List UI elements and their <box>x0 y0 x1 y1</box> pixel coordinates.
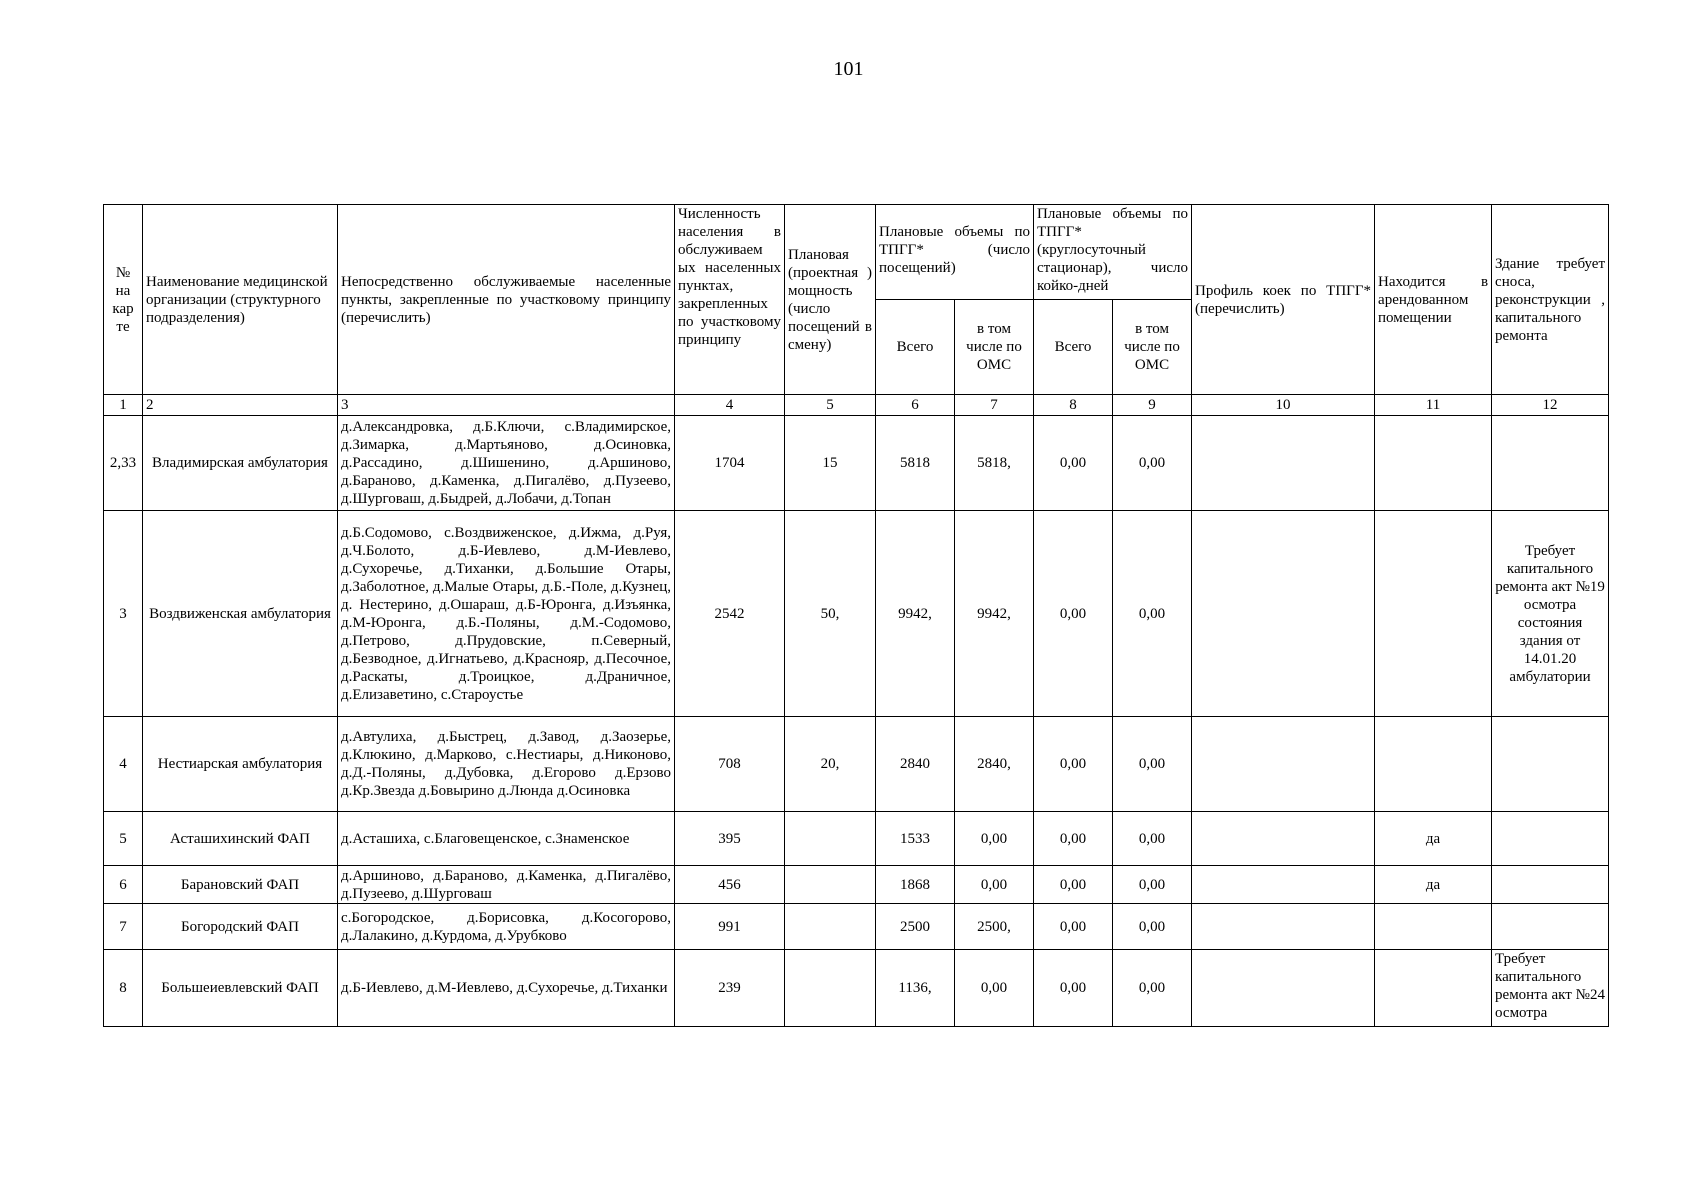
row-population: 456 <box>675 866 785 904</box>
row-beds-oms: 0,00 <box>1113 416 1192 511</box>
row-rented: да <box>1375 866 1492 904</box>
row-bed-profile <box>1192 904 1375 950</box>
row-bed-profile <box>1192 511 1375 717</box>
page-number: 101 <box>833 58 864 80</box>
row-capacity <box>785 904 876 950</box>
row-visits-oms: 0,00 <box>955 866 1034 904</box>
table-row <box>104 904 1609 950</box>
row-organization-name: Асташихинский ФАП <box>143 812 338 866</box>
row-capacity <box>785 812 876 866</box>
header-beds-total: Всего <box>1034 300 1113 395</box>
column-number: 4 <box>675 395 785 416</box>
row-organization-name: Воздвиженская амбулатория <box>143 511 338 717</box>
column-number: 3 <box>338 395 675 416</box>
column-numbers-row <box>104 395 1609 416</box>
row-map-number: 4 <box>104 717 143 812</box>
row-visits-oms: 2500, <box>955 904 1034 950</box>
row-settlements: д.Автулиха, д.Быстрец, д.Завод, д.Заозерье, д.Клюкино, д.Марково, с.Нестиары, д.Никоново, д.Д.-Поляны, д.Дубовка, д.Егорово д.Ерзово д.Кр.Звезда д.Бовырино д.Люнда д.Осиновка <box>338 717 675 812</box>
table-row <box>104 812 1609 866</box>
header-planned-visits: Плановые объемы по ТПГГ* (число посещений) <box>876 205 1034 300</box>
header-organization-name: Наименование медицинской организации (структурного подразделения) <box>143 205 338 395</box>
row-bed-profile <box>1192 416 1375 511</box>
row-settlements: д.Б-Иевлево, д.М-Иевлево, д.Сухоречье, д.Тиханки <box>338 950 675 1027</box>
row-population: 2542 <box>675 511 785 717</box>
row-beds-total: 0,00 <box>1034 416 1113 511</box>
row-map-number: 7 <box>104 904 143 950</box>
row-bed-profile <box>1192 717 1375 812</box>
row-capacity: 20, <box>785 717 876 812</box>
row-visits-oms: 0,00 <box>955 950 1034 1027</box>
row-beds-oms: 0,00 <box>1113 812 1192 866</box>
row-visits-oms: 9942, <box>955 511 1034 717</box>
header-planned-capacity: Плановая (проектная ) мощность (число посещений в смену) <box>785 205 876 395</box>
header-visits-oms: в том числе по ОМС <box>955 300 1034 395</box>
row-organization-name: Богородский ФАП <box>143 904 338 950</box>
row-building-condition <box>1492 812 1609 866</box>
table-row <box>104 511 1609 717</box>
row-building-condition: Требует капитального ремонта акт №19 осмотра состояния здания от 14.01.20 амбулатории <box>1492 511 1609 717</box>
row-beds-total: 0,00 <box>1034 904 1113 950</box>
header-population: Численность населения в обслуживаем ых населенных пунктах, закрепленных по участковому принципу <box>675 205 785 395</box>
column-number: 7 <box>955 395 1034 416</box>
row-beds-oms: 0,00 <box>1113 866 1192 904</box>
row-capacity <box>785 950 876 1027</box>
row-bed-profile <box>1192 812 1375 866</box>
row-capacity: 15 <box>785 416 876 511</box>
row-beds-oms: 0,00 <box>1113 717 1192 812</box>
table-row <box>104 866 1609 904</box>
row-map-number: 2,33 <box>104 416 143 511</box>
row-map-number: 8 <box>104 950 143 1027</box>
row-organization-name: Владимирская амбулатория <box>143 416 338 511</box>
row-visits-total: 2840 <box>876 717 955 812</box>
row-population: 239 <box>675 950 785 1027</box>
header-visits-total: Всего <box>876 300 955 395</box>
row-building-condition <box>1492 904 1609 950</box>
row-population: 991 <box>675 904 785 950</box>
row-building-condition <box>1492 416 1609 511</box>
row-visits-total: 1868 <box>876 866 955 904</box>
row-settlements: д.Б.Содомово, с.Воздвиженское, д.Ижма, д.Руя, д.Ч.Болото, д.Б-Иевлево, д.М-Иевлево, д.Сухоречье, д.Тиханки, д.Большие Отары, д.Заболотное, д.Малые Отары, д.Б.-Поле, д.Кузнец, д. Нестерино, д.Ошараш, д.Б-Юронга, д.Изъянка, д.М-Юронга, д.Б.-Поляны, д.М.-Содомово, д.Петрово, д.Прудовские, п.Северный, д.Безводное, д.Игнатьево, д.Краснояр, д.Песочное, д.Раскаты, д.Троицкое, д.Драничное, д.Елизаветино, с.Староустье <box>338 511 675 717</box>
row-bed-profile <box>1192 866 1375 904</box>
row-rented <box>1375 904 1492 950</box>
row-population: 708 <box>675 717 785 812</box>
row-beds-total: 0,00 <box>1034 717 1113 812</box>
row-beds-total: 0,00 <box>1034 511 1113 717</box>
row-organization-name: Большеиевлевский ФАП <box>143 950 338 1027</box>
row-population: 395 <box>675 812 785 866</box>
row-visits-total: 1136, <box>876 950 955 1027</box>
row-rented: да <box>1375 812 1492 866</box>
row-settlements: д.Александровка, д.Б.Ключи, с.Владимирское, д.Зимарка, д.Мартьяново, д.Осиновка, д.Рассадино, д.Шишенино, д.Аршиново, д.Бараново, д.Каменка, д.Пигалёво, д.Пузеево, д.Шурговаш, д.Быдрей, д.Лобачи, д.Топан <box>338 416 675 511</box>
column-number: 9 <box>1113 395 1192 416</box>
row-visits-total: 5818 <box>876 416 955 511</box>
table-row <box>104 950 1609 1027</box>
row-visits-oms: 2840, <box>955 717 1034 812</box>
column-number: 2 <box>143 395 338 416</box>
row-rented <box>1375 416 1492 511</box>
row-rented <box>1375 717 1492 812</box>
row-beds-oms: 0,00 <box>1113 950 1192 1027</box>
header-building-condition: Здание требует сноса, реконструкции , капитального ремонта <box>1492 205 1609 395</box>
column-number: 12 <box>1492 395 1609 416</box>
row-settlements: д.Асташиха, с.Благовещенское, с.Знаменское <box>338 812 675 866</box>
row-map-number: 6 <box>104 866 143 904</box>
table-row <box>104 416 1609 511</box>
column-number: 6 <box>876 395 955 416</box>
row-beds-total: 0,00 <box>1034 950 1113 1027</box>
row-map-number: 3 <box>104 511 143 717</box>
header-rented-premises: Находится в арендованном помещении <box>1375 205 1492 395</box>
row-building-condition: Требует капитального ремонта акт №24 осмотра <box>1492 950 1609 1027</box>
header-row-1 <box>104 205 1609 300</box>
row-building-condition <box>1492 717 1609 812</box>
row-visits-oms: 5818, <box>955 416 1034 511</box>
column-number: 8 <box>1034 395 1113 416</box>
row-population: 1704 <box>675 416 785 511</box>
row-beds-total: 0,00 <box>1034 866 1113 904</box>
column-number: 5 <box>785 395 876 416</box>
row-capacity <box>785 866 876 904</box>
row-rented <box>1375 511 1492 717</box>
header-planned-bed-days: Плановые объемы по ТПГГ* (круглосуточный стационар), число койко-дней <box>1034 205 1192 300</box>
row-building-condition <box>1492 866 1609 904</box>
row-visits-total: 9942, <box>876 511 955 717</box>
row-beds-total: 0,00 <box>1034 812 1113 866</box>
row-organization-name: Нестиарская амбулатория <box>143 717 338 812</box>
row-settlements: д.Аршиново, д.Бараново, д.Каменка, д.Пигалёво, д.Пузеево, д.Шурговаш <box>338 866 675 904</box>
row-rented <box>1375 950 1492 1027</box>
header-served-settlements: Непосредственно обслуживаемые населенные пункты, закрепленные по участковому принципу (перечислить) <box>338 205 675 395</box>
row-visits-total: 1533 <box>876 812 955 866</box>
row-visits-oms: 0,00 <box>955 812 1034 866</box>
medical-organizations-table <box>103 204 1609 1027</box>
header-beds-oms: в том числе по ОМС <box>1113 300 1192 395</box>
column-number: 1 <box>104 395 143 416</box>
row-bed-profile <box>1192 950 1375 1027</box>
header-bed-profile: Профиль коек по ТПГГ* (перечислить) <box>1192 205 1375 395</box>
header-map-number: № на кар те <box>104 205 143 395</box>
row-settlements: с.Богородское, д.Борисовка, д.Косогорово, д.Лалакино, д.Курдома, д.Урубково <box>338 904 675 950</box>
row-map-number: 5 <box>104 812 143 866</box>
row-visits-total: 2500 <box>876 904 955 950</box>
table-row <box>104 717 1609 812</box>
column-number: 11 <box>1375 395 1492 416</box>
row-beds-oms: 0,00 <box>1113 511 1192 717</box>
row-capacity: 50, <box>785 511 876 717</box>
row-beds-oms: 0,00 <box>1113 904 1192 950</box>
column-number: 10 <box>1192 395 1375 416</box>
row-organization-name: Барановский ФАП <box>143 866 338 904</box>
